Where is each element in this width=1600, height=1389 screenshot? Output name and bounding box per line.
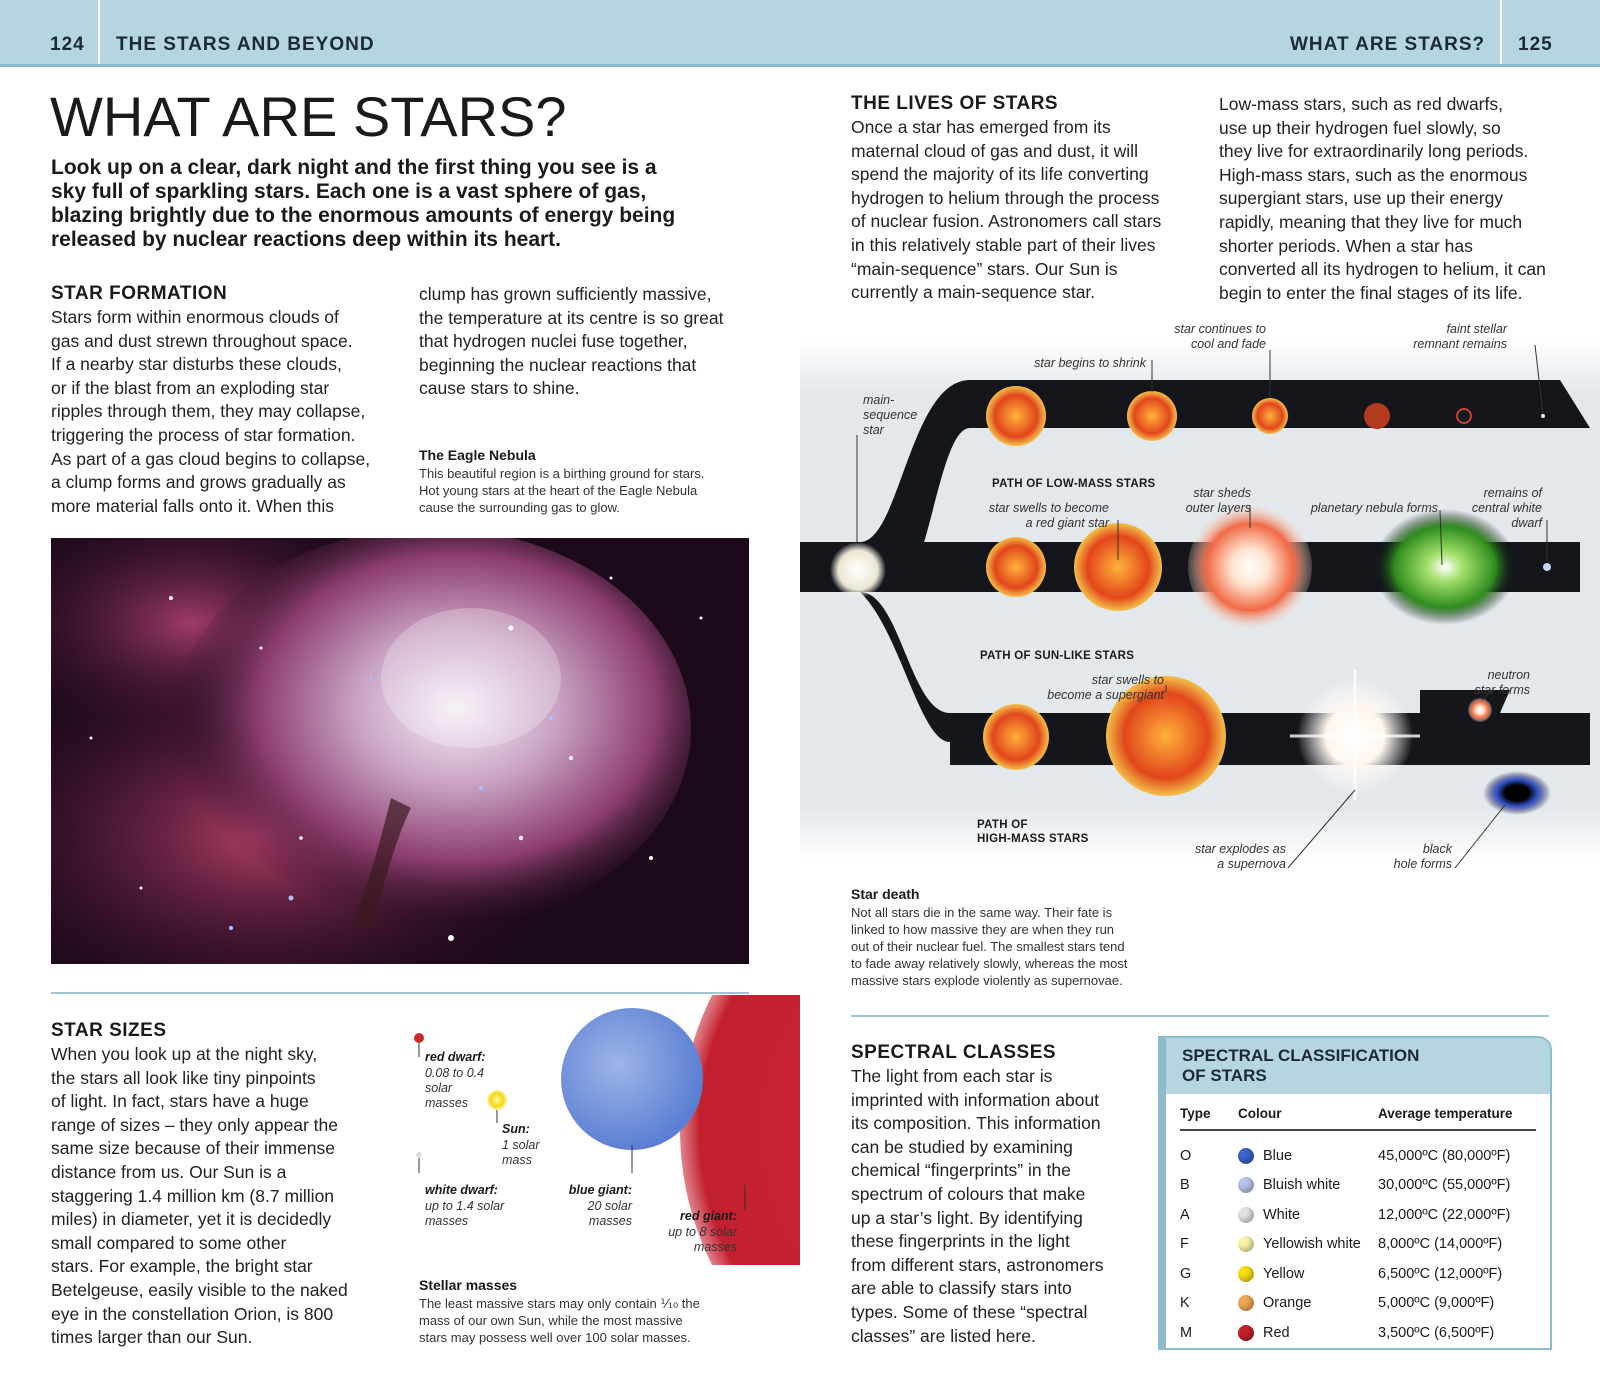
star-continues-to-cool-label: star continues to cool and fade <box>1174 322 1266 351</box>
path-high-mass-label: PATH OF HIGH-MASS STARS <box>977 819 1089 845</box>
blue-giant-mass: 20 solar masses <box>587 1199 632 1228</box>
row-colour: Orange <box>1263 1295 1312 1312</box>
sunlike-star-icon <box>986 537 1046 597</box>
row-temperature: 12,000ºC (22,000ºF) <box>1378 1206 1511 1223</box>
row-colour-cell <box>1238 1130 1378 1171</box>
table-row <box>1180 1130 1536 1171</box>
row-colour-cell <box>1238 1200 1378 1230</box>
faint-remnant-label: faint stellar remnant remains <box>1413 322 1507 351</box>
row-type: B <box>1180 1177 1190 1194</box>
spectral-table-body <box>1180 1130 1536 1348</box>
divider-star-sizes <box>51 992 749 994</box>
table-row <box>1180 1230 1536 1260</box>
header-divider-right <box>1500 0 1502 64</box>
table-row <box>1180 1289 1536 1319</box>
colour-swatch-icon <box>1238 1148 1254 1164</box>
path-low-mass-label: PATH OF LOW-MASS STARS <box>992 478 1156 490</box>
row-type: A <box>1180 1206 1190 1223</box>
white-dwarf-name: white dwarf: <box>425 1183 498 1197</box>
table-row <box>1180 1259 1536 1289</box>
divider-spectral <box>851 1015 1549 1017</box>
lives-col2: Low-mass stars, such as red dwarfs, use up their hydrogen fuel slowly, so they live for extraordinarily long periods. High-mass stars, such as the enormous supergiant stars, use up their energy rapidly, meaning that they live for much shorter periods. When a star has converted all its hydrogen to helium, it can begin to enter the final stages of its life. <box>1219 94 1546 303</box>
red-giant-mass: up to 8 solar masses <box>668 1225 737 1254</box>
table-header-row <box>1180 1102 1536 1130</box>
row-colour-cell <box>1238 1171 1378 1201</box>
row-colour-cell <box>1238 1289 1378 1319</box>
row-temperature: 6,500ºC (12,000ºF) <box>1378 1265 1503 1282</box>
black-hole-icon <box>1483 771 1551 815</box>
right-page-number: 125 <box>1518 34 1553 55</box>
row-type: F <box>1180 1236 1189 1253</box>
spectral-table-panel <box>1158 1036 1552 1350</box>
row-colour: Yellow <box>1263 1265 1305 1282</box>
table-accent-bar <box>1160 1038 1166 1348</box>
lead-paragraph: Look up on a clear, dark night and the first thing you see is a sky full of sparkling stars. Each one is a vast sphere of gas, blazing brightly due to the enormous amounts of energy being released by nuclear reactions deep within its heart. <box>51 156 676 251</box>
black-hole-label: black hole forms <box>1393 842 1452 871</box>
sun-name: Sun: <box>502 1122 530 1136</box>
stellar-masses-heading: Stellar masses <box>419 1277 518 1293</box>
sun-icon <box>486 1089 508 1111</box>
red-giant-name: red giant: <box>680 1209 737 1223</box>
col-type-header: Type <box>1180 1102 1238 1130</box>
star-begins-to-shrink-label: star begins to shrink <box>1034 356 1146 370</box>
blue-giant-name: blue giant: <box>568 1183 632 1197</box>
star-formation-heading: STAR FORMATION <box>51 283 228 304</box>
swells-supergiant-label: star swells to become a supergiant <box>1047 673 1164 702</box>
row-colour-cell <box>1238 1259 1378 1289</box>
page-title: WHAT ARE STARS? <box>50 85 567 148</box>
white-dwarf-mass: up to 1.4 solar masses <box>425 1199 505 1228</box>
page-header <box>0 0 1600 64</box>
low-mass-star-3-icon <box>1252 398 1288 434</box>
spectral-heading: SPECTRAL CLASSES <box>851 1042 1057 1063</box>
table-row <box>1180 1171 1536 1201</box>
colour-swatch-icon <box>1238 1177 1254 1193</box>
neutron-star-icon <box>1468 698 1492 722</box>
stellar-masses-text: The least massive stars may only contain ⅒ the mass of our own Sun, while the most massive stars may possess well over 100 solar masses. <box>419 1296 700 1345</box>
low-mass-star-4-icon <box>1364 403 1390 429</box>
left-page-number: 124 <box>50 34 85 55</box>
eagle-caption-text: This beautiful region is a birthing ground for stars. Hot young stars at the heart of the Eagle Nebula cause the surrounding gas to glow. <box>419 466 705 515</box>
row-colour: White <box>1263 1206 1301 1223</box>
lives-heading: THE LIVES OF STARS <box>851 93 1059 114</box>
row-colour: Bluish white <box>1263 1177 1341 1194</box>
planetary-nebula-label: planetary nebula forms <box>1310 501 1438 515</box>
row-temperature: 30,000ºC (55,000ºF) <box>1378 1177 1511 1194</box>
main-sequence-label: main- sequence star <box>863 393 918 437</box>
row-colour: Red <box>1263 1324 1290 1341</box>
row-temperature: 45,000ºC (80,000ºF) <box>1378 1147 1511 1164</box>
colour-swatch-icon <box>1238 1266 1254 1282</box>
lives-col1: Once a star has emerged from its maternal cloud of gas and dust, it will spend the majority of its life converting hydrogen to helium through the process of nuclear fusion. Astronomers call stars in this relatively stable part of their lives “main-sequence” stars. Our Sun is currently a main-sequence star. <box>851 117 1162 303</box>
row-colour: Yellowish white <box>1263 1236 1361 1253</box>
header-divider-left <box>98 0 100 64</box>
white-dwarf-remnant-icon <box>1543 563 1551 571</box>
colour-swatch-icon <box>1238 1236 1254 1252</box>
right-section-title: WHAT ARE STARS? <box>1290 34 1486 55</box>
path-sun-like-label: PATH OF SUN-LIKE STARS <box>980 650 1135 662</box>
row-type: G <box>1180 1265 1192 1282</box>
header-rule <box>0 64 1600 67</box>
row-type: K <box>1180 1295 1190 1312</box>
red-dwarf-icon <box>414 1033 424 1043</box>
row-temperature: 3,500ºC (6,500ºF) <box>1378 1324 1495 1341</box>
row-colour: Blue <box>1263 1147 1293 1164</box>
star-death-text: Not all stars die in the same way. Their fate is linked to how massive they are when they run out of their nuclear fuel. The smallest stars tend to fade away relatively slowly, whereas the most massive stars explode violently as supernovae. <box>851 905 1128 988</box>
swells-red-giant-label: star swells to become a red giant star <box>988 501 1109 530</box>
left-section-title: THE STARS AND BEYOND <box>116 34 375 55</box>
row-temperature: 8,000ºC (14,000ºF) <box>1378 1236 1503 1253</box>
table-row <box>1180 1200 1536 1230</box>
star-formation-col2: clump has grown sufficiently massive, the temperature at its centre is so great that hydrogen nuclei fuse together, beginning the nuclear reactions that cause stars to shine. <box>419 284 724 399</box>
table-row <box>1180 1318 1536 1348</box>
low-mass-star-1-icon <box>986 386 1046 446</box>
highmass-star-icon <box>983 704 1049 770</box>
blue-giant-icon <box>561 1008 703 1150</box>
row-temperature: 5,000ºC (9,000ºF) <box>1378 1295 1495 1312</box>
colour-swatch-icon <box>1238 1325 1254 1341</box>
star-death-heading: Star death <box>851 886 920 902</box>
sheds-outer-layers-label: star sheds outer layers <box>1185 486 1251 515</box>
star-formation-col1: Stars form within enormous clouds of gas and dust strewn throughout space. If a nearby star disturbs these clouds, or if the blast from an exploding star ripples through them, they may collapse, triggering the process of star formation. As part of a gas cloud begins to collapse, a clump forms and grows gradually as more material falls onto it. When this <box>51 307 371 516</box>
white-dwarf-remains-label: remains of central white dwarf <box>1471 486 1542 530</box>
eagle-nebula-photo <box>51 538 749 964</box>
spectral-table-title: SPECTRAL CLASSIFICATION OF STARS <box>1160 1038 1550 1094</box>
red-dwarf-name: red dwarf: <box>425 1050 486 1064</box>
col-temp-header: Average temperature <box>1378 1102 1536 1130</box>
star-sizes-text: When you look up at the night sky, the stars all look like tiny pinpoints of light. In fact, stars have a huge range of sizes – they only appear the same size because of their immense distance from us. Our Sun is a staggering 1.4 million km (8.7 million miles) in diameter, yet it is decidedly small compared to some other stars. For example, the bright star Betelgeuse, easily visible to the naked eye in the constellation Orion, is 800 times larger than our Sun. <box>51 1044 348 1348</box>
white-dwarf-icon <box>416 1152 422 1158</box>
row-type: M <box>1180 1324 1193 1341</box>
row-colour-cell <box>1238 1318 1378 1348</box>
sun-mass: 1 solar mass <box>502 1138 540 1167</box>
spectral-table <box>1180 1102 1536 1348</box>
red-dwarf-mass: 0.08 to 0.4 solar masses <box>425 1066 485 1110</box>
low-mass-star-2-icon <box>1127 391 1177 441</box>
main-sequence-star-icon <box>830 542 886 598</box>
row-colour-cell <box>1238 1230 1378 1260</box>
col-colour-header: Colour <box>1238 1102 1378 1130</box>
spectral-text: The light from each star is imprinted with information about its composition. This information can be studied by examining chemical “fingerprints” in the spectrum of colours that make up a star’s light. By identifying these fingerprints in the light from different stars, astronomers are able to classify stars into types. Some of these “spectral classes” are listed here. <box>851 1066 1104 1346</box>
faint-remnant-icon <box>1541 414 1545 418</box>
colour-swatch-icon <box>1238 1207 1254 1223</box>
eagle-caption-heading: The Eagle Nebula <box>419 447 536 463</box>
star-sizes-heading: STAR SIZES <box>51 1020 167 1041</box>
colour-swatch-icon <box>1238 1295 1254 1311</box>
neutron-star-label: neutron star forms <box>1474 668 1530 697</box>
supernova-label: star explodes as a supernova <box>1194 842 1286 871</box>
row-type: O <box>1180 1147 1192 1164</box>
